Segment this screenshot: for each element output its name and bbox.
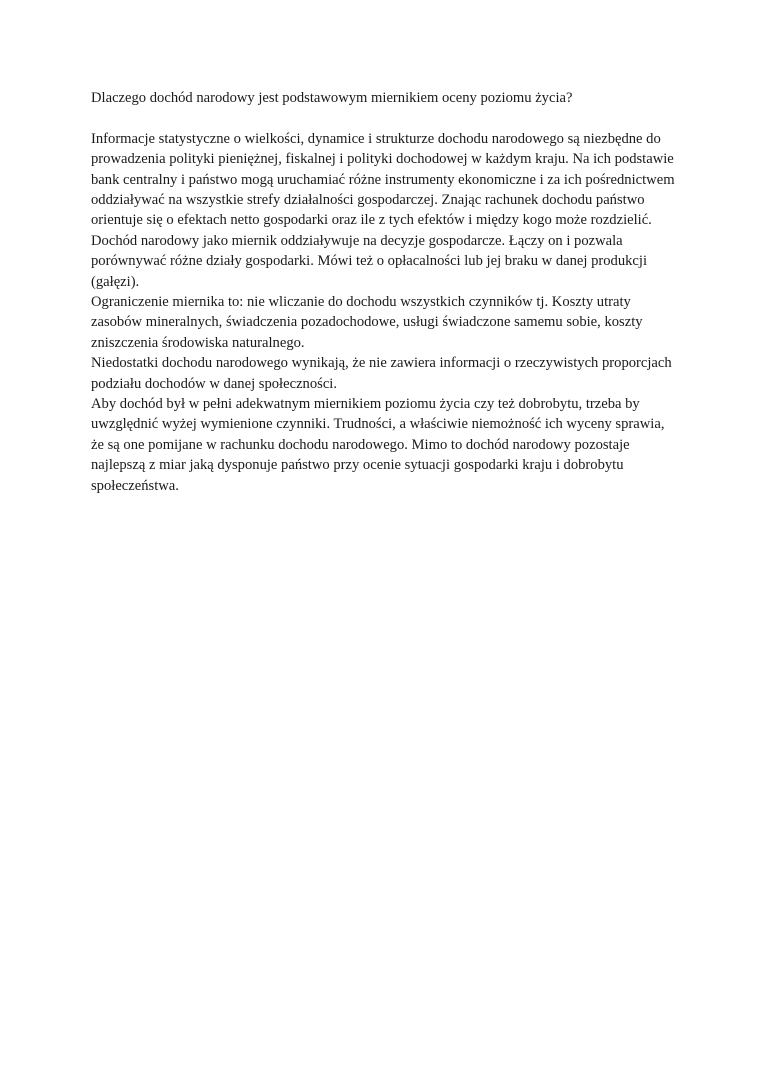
paragraph-shortcomings: Niedostatki dochodu narodowego wynikają, że nie zawiera informacji o rzeczywistych proporcjach podziału dochodów w danej społeczności. xyxy=(91,355,672,392)
paragraph-limitations: Ograniczenie miernika to: nie wliczanie do dochodu wszystkich czynników tj. Koszty utraty zasobów mineralnych, świadczenia pozadochodowe, usługi świadczone samemu sobie, koszty zniszczenia środowiska naturalnego. xyxy=(91,294,643,351)
document-title: Dlaczego dochód narodowy jest podstawowym miernikiem oceny poziomu życia? xyxy=(91,90,573,106)
document-body xyxy=(91,88,681,496)
paragraph-conclusion: Aby dochód był w pełni adekwatnym miernikiem poziomu życia czy też dobrobytu, trzeba by uwzględnić wyżej wymienione czynniki. Trudności, a właściwie niemożność ich wyceny sprawia, że są one pomijane w rachunku dochodu narodowego. Mimo to dochód narodowy pozostaje najlepszą z miar jaką dysponuje państwo przy ocenie sytuacji gospodarki kraju i dobrobytu społeczeństwa. xyxy=(91,396,665,494)
paragraph-intro: Informacje statystyczne o wielkości, dynamice i strukturze dochodu narodowego są niezbędne do prowadzenia polityki pieniężnej, fiskalnej i polityki dochodowej w każdym kraju. Na ich podstawie bank centralny i państwo mogą uruchamiać różne instrumenty ekonomiczne i za ich pośrednictwem oddziaływać na wszystkie strefy działalności gospodarczej. Znając rachunek dochodu państwo orientuje się o efektach netto gospodarki oraz ile z tych efektów i między kogo może rozdzielić. Dochód narodowy jako miernik oddziaływuje na decyzje gospodarcze. Łączy on i pozwala porównywać różne działy gospodarki. Mówi też o opłacalności lub jej braku w danej produkcji (gałęzi). xyxy=(91,130,675,290)
